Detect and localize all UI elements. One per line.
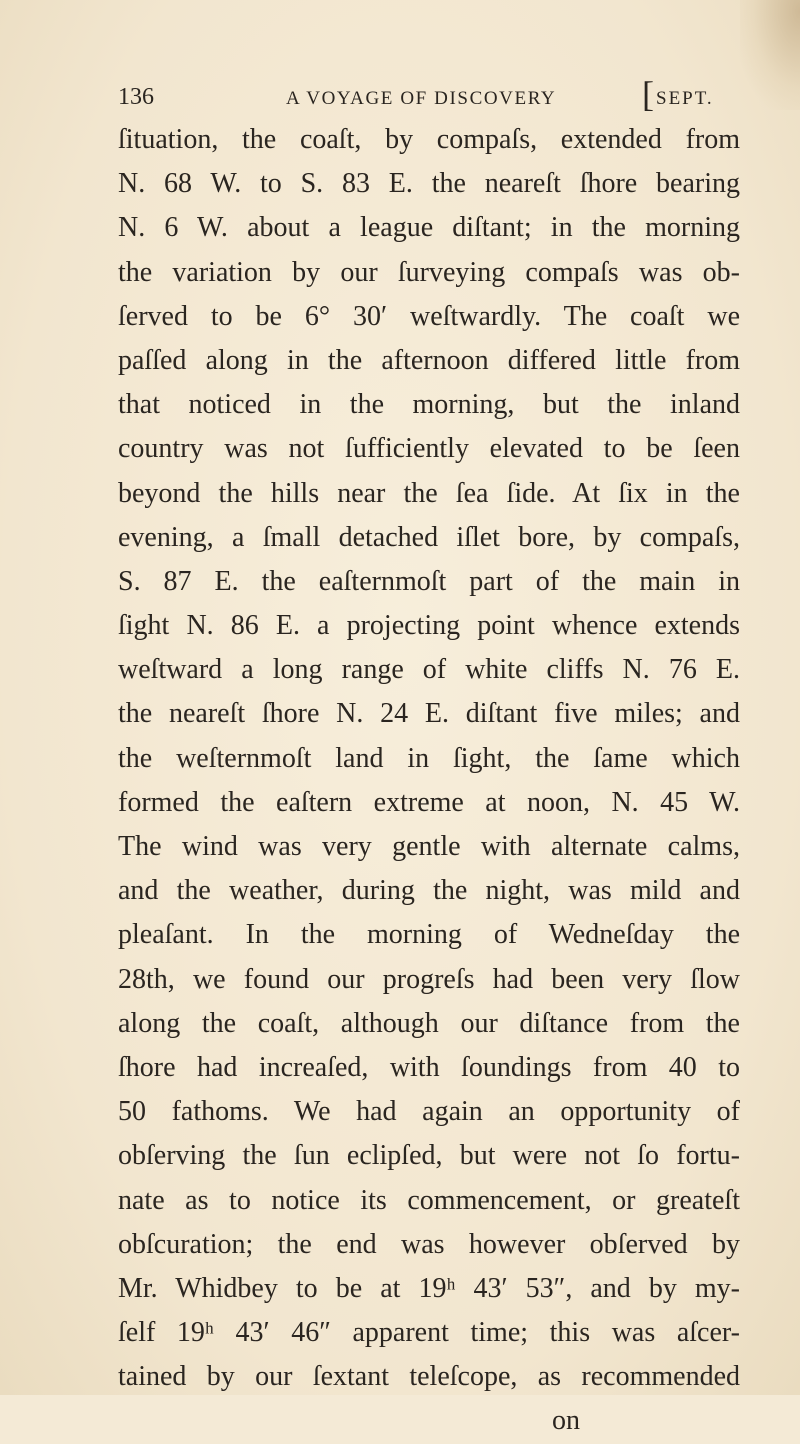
text-line: and the weather, during the night, was mild and: [118, 875, 740, 907]
text-line: evening, a ſmall detached iſlet bore, by compaſs,: [118, 521, 740, 553]
text-line: ſight N. 86 E. a projecting point whence extends: [118, 610, 740, 642]
text-line: formed the eaſtern extreme at noon, N. 45 W.: [118, 786, 740, 818]
text-line: the neareſt ſhore N. 24 E. diſtant five miles; and: [118, 698, 740, 730]
text-line: along the coaſt, although our diſtance from the: [118, 1007, 740, 1039]
text-line: beyond the hills near the ſea ſide. At ſix in the: [118, 477, 740, 509]
text-line: the weſternmoſt land in ſight, the ſame which: [118, 742, 740, 774]
text-line: tained by our ſextant teleſcope, as recommended: [118, 1361, 740, 1393]
running-header: [118, 74, 730, 116]
text-line: ſituation, the coaſt, by compaſs, extended from: [118, 124, 740, 155]
text-line: the variation by our ſurveying compaſs was ob-: [118, 256, 740, 288]
text-line: ſerved to be 6° 30′ weſtwardly. The coaſt we: [118, 300, 740, 332]
text-line: Mr. Whidbey to be at 19ʰ 43′ 53″, and by my-: [118, 1272, 740, 1304]
paper-stain: [740, 0, 800, 110]
text-line: weſtward a long range of white cliffs N. 76 E.: [118, 654, 740, 686]
text-line: N. 68 W. to S. 83 E. the neareſt ſhore bearing: [118, 168, 740, 200]
text-line: pleaſant. In the morning of Wedneſday the: [118, 919, 740, 951]
text-line: paſſed along in the afternoon differed little from: [118, 344, 740, 376]
catchword: on: [552, 1405, 580, 1437]
text-line: 50 fathoms. We had again an opportunity of: [118, 1096, 740, 1128]
text-line: obſerving the ſun eclipſed, but were not ſo fortu-: [118, 1140, 740, 1172]
text-line: S. 87 E. the eaſternmoſt part of the main in: [118, 565, 740, 597]
text-line: ſelf 19ʰ 43′ 46″ apparent time; this was aſcer-: [118, 1317, 740, 1349]
body-text: [118, 118, 740, 1444]
text-line: 28th, we found our progreſs had been very ſlow: [118, 963, 740, 995]
header-month: SEPT.: [656, 88, 714, 109]
text-line: N. 6 W. about a league diſtant; in the morning: [118, 212, 740, 244]
header-bracket: [: [642, 74, 656, 114]
text-line: The wind was very gentle with alternate calms,: [118, 831, 740, 862]
text-line: country was not ſufficiently elevated to be ſeen: [118, 433, 740, 465]
page-number: 136: [118, 84, 154, 110]
text-line: that noticed in the morning, but the inland: [118, 389, 740, 421]
running-title: A VOYAGE OF DISCOVERY: [286, 88, 557, 109]
text-line: nate as to notice its commencement, or greateſt: [118, 1184, 740, 1216]
text-line: ſhore had increaſed, with ſoundings from 40 to: [118, 1051, 740, 1083]
text-line: obſcuration; the end was however obſerved by: [118, 1228, 740, 1260]
